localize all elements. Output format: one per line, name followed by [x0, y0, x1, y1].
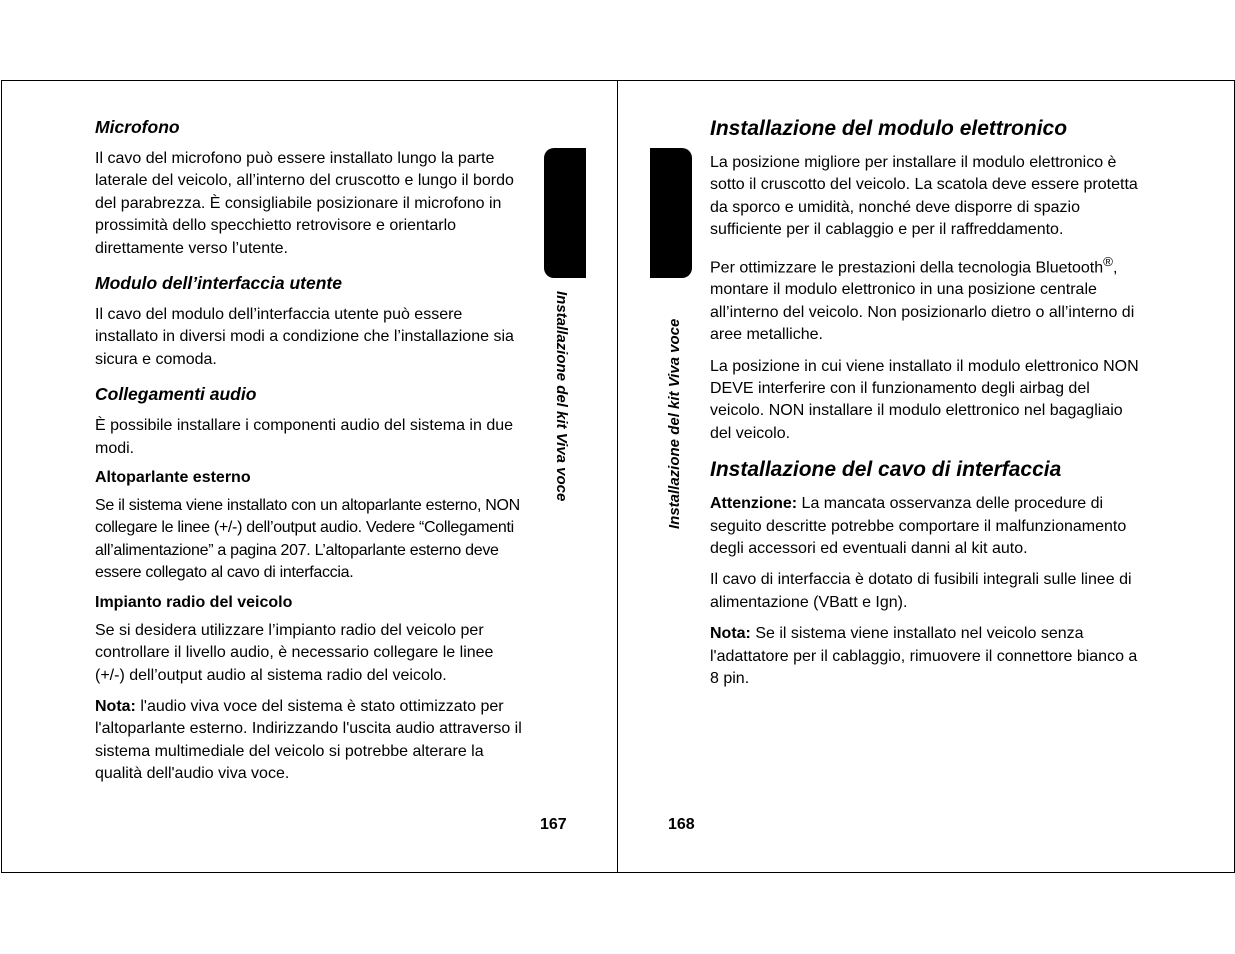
text-altoparlante: Se il sistema viene installato con un altoparlante esterno, NON collegare le linee (+/-) dell’output audio. Vedere “Collegamenti all’alimentazione” a pagina 207. L’altoparlante esterno deve essere collegato al cavo di interfaccia.	[95, 497, 520, 582]
page-number: 167	[540, 816, 567, 833]
text-impianto-radio: Se si desidera utilizzare l’impianto radio del veicolo per controllare il livello audio, è necessario collegare le linee (+/-) dell’output audio al sistema radio del veicolo.	[95, 621, 494, 684]
nota-text: l'audio viva voce del sistema è stato ottimizzato per l'altoparlante esterno. Indirizzando l'uscita audio attraverso il sistema multimediale del veicolo si potrebbe alterare la qualità dell'audio viva voce.	[95, 697, 522, 783]
heading-modulo-interfaccia: Modulo dell’interfaccia utente	[95, 273, 342, 294]
attenzione-paragraph	[710, 493, 1142, 560]
text-fusibili: Il cavo di interfaccia è dotato di fusibili integrali sulle linee di alimentazione (VBatt e Ign).	[710, 571, 1132, 611]
right-page	[617, 80, 1235, 873]
registered-mark: ®	[1103, 253, 1113, 269]
nota-right-text: Se il sistema viene installato nel veicolo senza l'adattatore per il cablaggio, rimuovere il connettore bianco a 8 pin.	[710, 625, 1138, 688]
text-microfono: Il cavo del microfono può essere installato lungo la parte laterale del veicolo, all’interno del cruscotto e lungo il bordo del parabrezza. È consigliabile posizionare il microfono in prossimità dello specchietto retrovisore e orientarlo direttamente verso l’utente.	[95, 150, 514, 257]
text-modulo-p3: La posizione in cui viene installato il modulo elettronico NON DEVE interferire con il funzionamento degli airbag del veicolo. NON installare il modulo elettronico nel bagagliaio del veicolo.	[710, 357, 1139, 442]
nota-paragraph	[95, 696, 525, 786]
text-modulo-interfaccia: Il cavo del modulo dell’interfaccia utente può essere installato in diversi modi a condizione che l’installazione sia sicura e comoda.	[95, 306, 514, 368]
side-label-text: Installazione del kit Viva voce	[666, 318, 683, 529]
left-page	[1, 80, 618, 873]
heading-collegamenti-audio: Collegamenti audio	[95, 384, 257, 405]
nota-label: Nota:	[95, 697, 136, 715]
section-tab	[544, 148, 586, 278]
heading-altoparlante: Altoparlante esterno	[95, 469, 251, 487]
heading-impianto-radio: Impianto radio del veicolo	[95, 593, 293, 611]
nota-right-label: Nota:	[710, 625, 751, 643]
text-modulo-p2	[710, 251, 1142, 347]
left-content-column	[95, 117, 525, 795]
heading-microfono: Microfono	[95, 117, 180, 137]
attenzione-label: Attenzione:	[710, 495, 798, 513]
heading-modulo-elettronico: Installazione del modulo elettronico	[710, 117, 1068, 140]
heading-cavo-interfaccia: Installazione del cavo di interfaccia	[710, 458, 1062, 482]
text-modulo-p1: La posizione migliore per installare il modulo elettronico è sotto il cruscotto del veicolo. La scatola deve essere protetta da sporco e umidità, nonché deve disporre di spazio sufficiente per il cablaggio e per il raffreddamento.	[710, 154, 1138, 239]
nota-right-paragraph	[710, 623, 1142, 690]
page-number: 168	[668, 816, 695, 833]
right-content-column	[710, 117, 1142, 699]
text-modulo-p2-start: Per ottimizzare le prestazioni della tecnologia Bluetooth	[710, 258, 1104, 276]
side-label	[666, 291, 686, 531]
section-tab	[650, 148, 692, 278]
text-modulo-p2-end: , montare il modulo elettronico in una posizione centrale all’interno del veicolo. Non posizionarlo dietro o all’interno di aree metalliche.	[710, 258, 1135, 344]
attenzione-text: La mancata osservanza delle procedure di seguito descritte potrebbe comportare il malfunzionamento degli accessori ed eventuali danni al kit auto.	[710, 495, 1127, 558]
side-label	[552, 291, 572, 531]
side-label-text: Installazione del kit Viva voce	[553, 291, 570, 502]
text-collegamenti-audio: È possibile installare i componenti audio del sistema in due modi.	[95, 417, 514, 457]
